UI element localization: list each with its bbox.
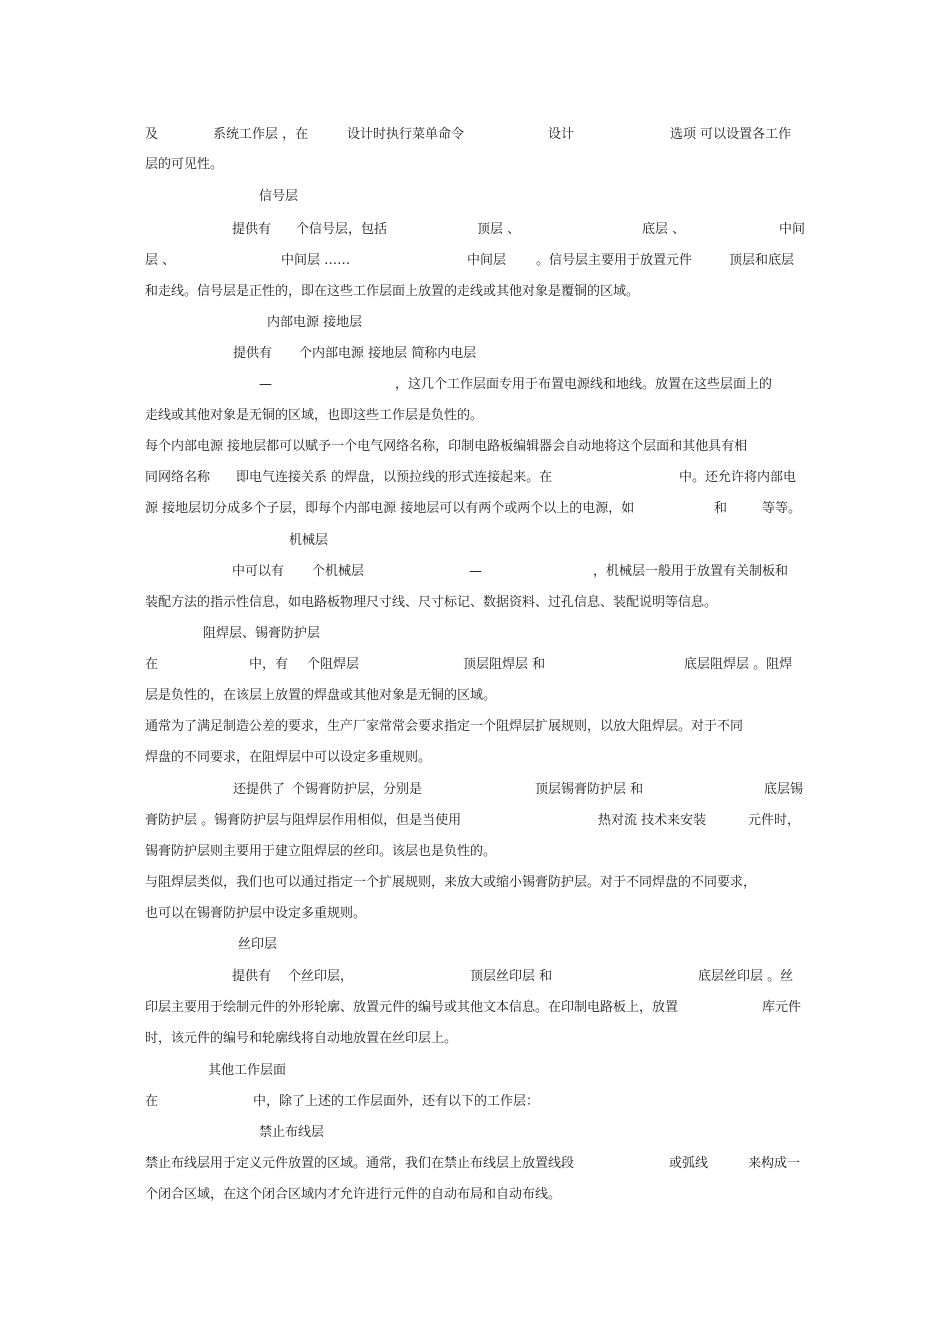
text-fragment: 走线或其他对象是无铜的区域，也即这些工作层是负性的。	[145, 408, 484, 423]
text-fragment: 顶层丝印层 和	[470, 969, 553, 984]
text-fragment: 中间层	[467, 253, 507, 268]
text-fragment: 库元件	[762, 1000, 802, 1015]
text-fragment: 即电气连接关系 的焊盘，以预拉线的形式连接起来。在	[236, 470, 553, 485]
text-fragment: 选项 可以设置各工作	[670, 127, 792, 142]
text-fragment: 顶层锡膏防护层 和	[535, 782, 644, 797]
text-fragment: 其他工作层面	[208, 1063, 287, 1078]
text-fragment: 源 接地层切分成多个子层，即每个内部电源 接地层可以有两个或两个以上的电源，如	[145, 501, 635, 516]
text-fragment: 个丝印层，	[288, 969, 354, 984]
text-fragment: 等等。	[762, 501, 802, 516]
text-fragment: 提供有	[232, 969, 272, 984]
text-fragment: 中。还允许将内部电	[679, 470, 797, 485]
text-fragment: 还提供了	[233, 782, 286, 797]
text-fragment: 底层锡	[764, 782, 804, 797]
text-fragment: ，这几个工作层面专用于布置电源线和地线。放置在这些层面上的	[395, 377, 773, 392]
text-fragment: 在	[145, 657, 159, 672]
text-fragment: 阻焊层、锡膏防护层	[203, 626, 321, 641]
text-fragment: 元件时，	[748, 813, 801, 828]
text-fragment: 层 、	[145, 253, 176, 268]
text-fragment: 机械层	[289, 533, 329, 548]
text-fragment: 设计时执行菜单命令	[347, 127, 465, 142]
text-fragment: 锡膏防护层则主要用于建立阻焊层的丝印。该层也是负性的。	[145, 844, 497, 859]
text-fragment: 焊盘的不同要求，在阻焊层中可以设定多重规则。	[145, 750, 432, 765]
text-fragment: 及	[145, 127, 159, 142]
text-fragment: 顶层 、	[477, 222, 521, 237]
text-fragment: 内部电源 接地层	[267, 315, 363, 330]
text-fragment: 中，有	[249, 657, 289, 672]
text-fragment: 个闭合区域，在这个闭合区域内才允许进行元件的自动布局和自动布线。	[145, 1187, 562, 1202]
text-fragment: 个信号层，包括	[296, 222, 388, 237]
text-fragment: 信号层	[259, 189, 299, 204]
text-fragment: 底层阻焊层 。阻焊	[684, 657, 793, 672]
text-fragment: 中间层 ……	[281, 253, 351, 268]
text-fragment: 同网络名称	[145, 470, 211, 485]
text-fragment: 热对流 技术来安装	[598, 813, 707, 828]
text-fragment: 设计	[548, 127, 575, 142]
text-fragment: 每个内部电源 接地层都可以赋予一个电气网络名称，印制电路板编辑器会自动地将这个层面和其他具有相	[145, 439, 748, 454]
text-fragment: 层是负性的，在该层上放置的焊盘或其他对象是无铜的区域。	[145, 688, 497, 703]
text-fragment: 。信号层主要用于放置元件	[536, 253, 693, 268]
text-fragment: 底层丝印层 。丝	[698, 969, 794, 984]
text-fragment: 和走线。信号层是正性的，即在这些工作层面上放置的走线或其他对象是覆铜的区域。	[145, 284, 640, 299]
text-fragment: 顶层阻焊层 和	[463, 657, 546, 672]
text-fragment: —	[469, 564, 482, 579]
text-fragment: 也可以在锡膏防护层中设定多重规则。	[145, 906, 367, 921]
text-fragment: ，机械层一般用于放置有关制板和	[593, 564, 789, 579]
text-fragment: 装配方法的指示性信息，如电路板物理尺寸线、尺寸标记、数据资料、过孔信息、装配说明等信息。	[145, 595, 718, 610]
text-fragment: 膏防护层 。锡膏防护层与阻焊层作用相似，但是当使用	[145, 813, 462, 828]
text-fragment: 顶层和底层	[729, 253, 795, 268]
text-fragment: 禁止布线层用于定义元件放置的区域。通常，我们在禁止布线层上放置线段	[145, 1156, 575, 1171]
text-fragment: —	[259, 377, 272, 392]
text-fragment: 中，除了上述的工作层面外，还有以下的工作层：	[253, 1094, 540, 1109]
text-fragment: 个阻焊层	[307, 657, 360, 672]
text-fragment: 个锡膏防护层，分别是	[292, 782, 423, 797]
text-fragment: 个机械层	[312, 564, 365, 579]
text-fragment: 层的可见性。	[145, 157, 224, 172]
text-fragment: 来构成一	[748, 1156, 801, 1171]
text-fragment: 与阻焊层类似，我们也可以通过指定一个扩展规则，来放大或缩小锡膏防护层。对于不同焊盘的不同要求，	[145, 875, 757, 890]
text-fragment: 通常为了满足制造公差的要求，生产厂家常常会要求指定一个阻焊层扩展规则，以放大阻焊层。对于不同	[145, 719, 744, 734]
text-fragment: 底层 、	[642, 222, 686, 237]
text-fragment: 或弧线	[669, 1156, 709, 1171]
text-fragment: 系统工作层 ，在	[213, 127, 309, 142]
text-fragment: 禁止布线层	[259, 1125, 325, 1140]
text-fragment: 提供有	[232, 222, 272, 237]
text-fragment: 时，该元件的编号和轮廓线将自动地放置在丝印层上。	[145, 1031, 458, 1046]
text-fragment: 中间	[779, 222, 806, 237]
text-fragment: 印层主要用于绘制元件的外形轮廓、放置元件的编号或其他文本信息。在印制电路板上，放置	[145, 1000, 679, 1015]
text-fragment: 中可以有	[232, 564, 285, 579]
text-fragment: 和	[714, 501, 728, 516]
text-fragment: 在	[145, 1094, 159, 1109]
text-fragment: 丝印层	[238, 937, 278, 952]
text-fragment: 个内部电源 接地层 简称内电层	[299, 346, 477, 361]
text-fragment: 提供有	[233, 346, 273, 361]
